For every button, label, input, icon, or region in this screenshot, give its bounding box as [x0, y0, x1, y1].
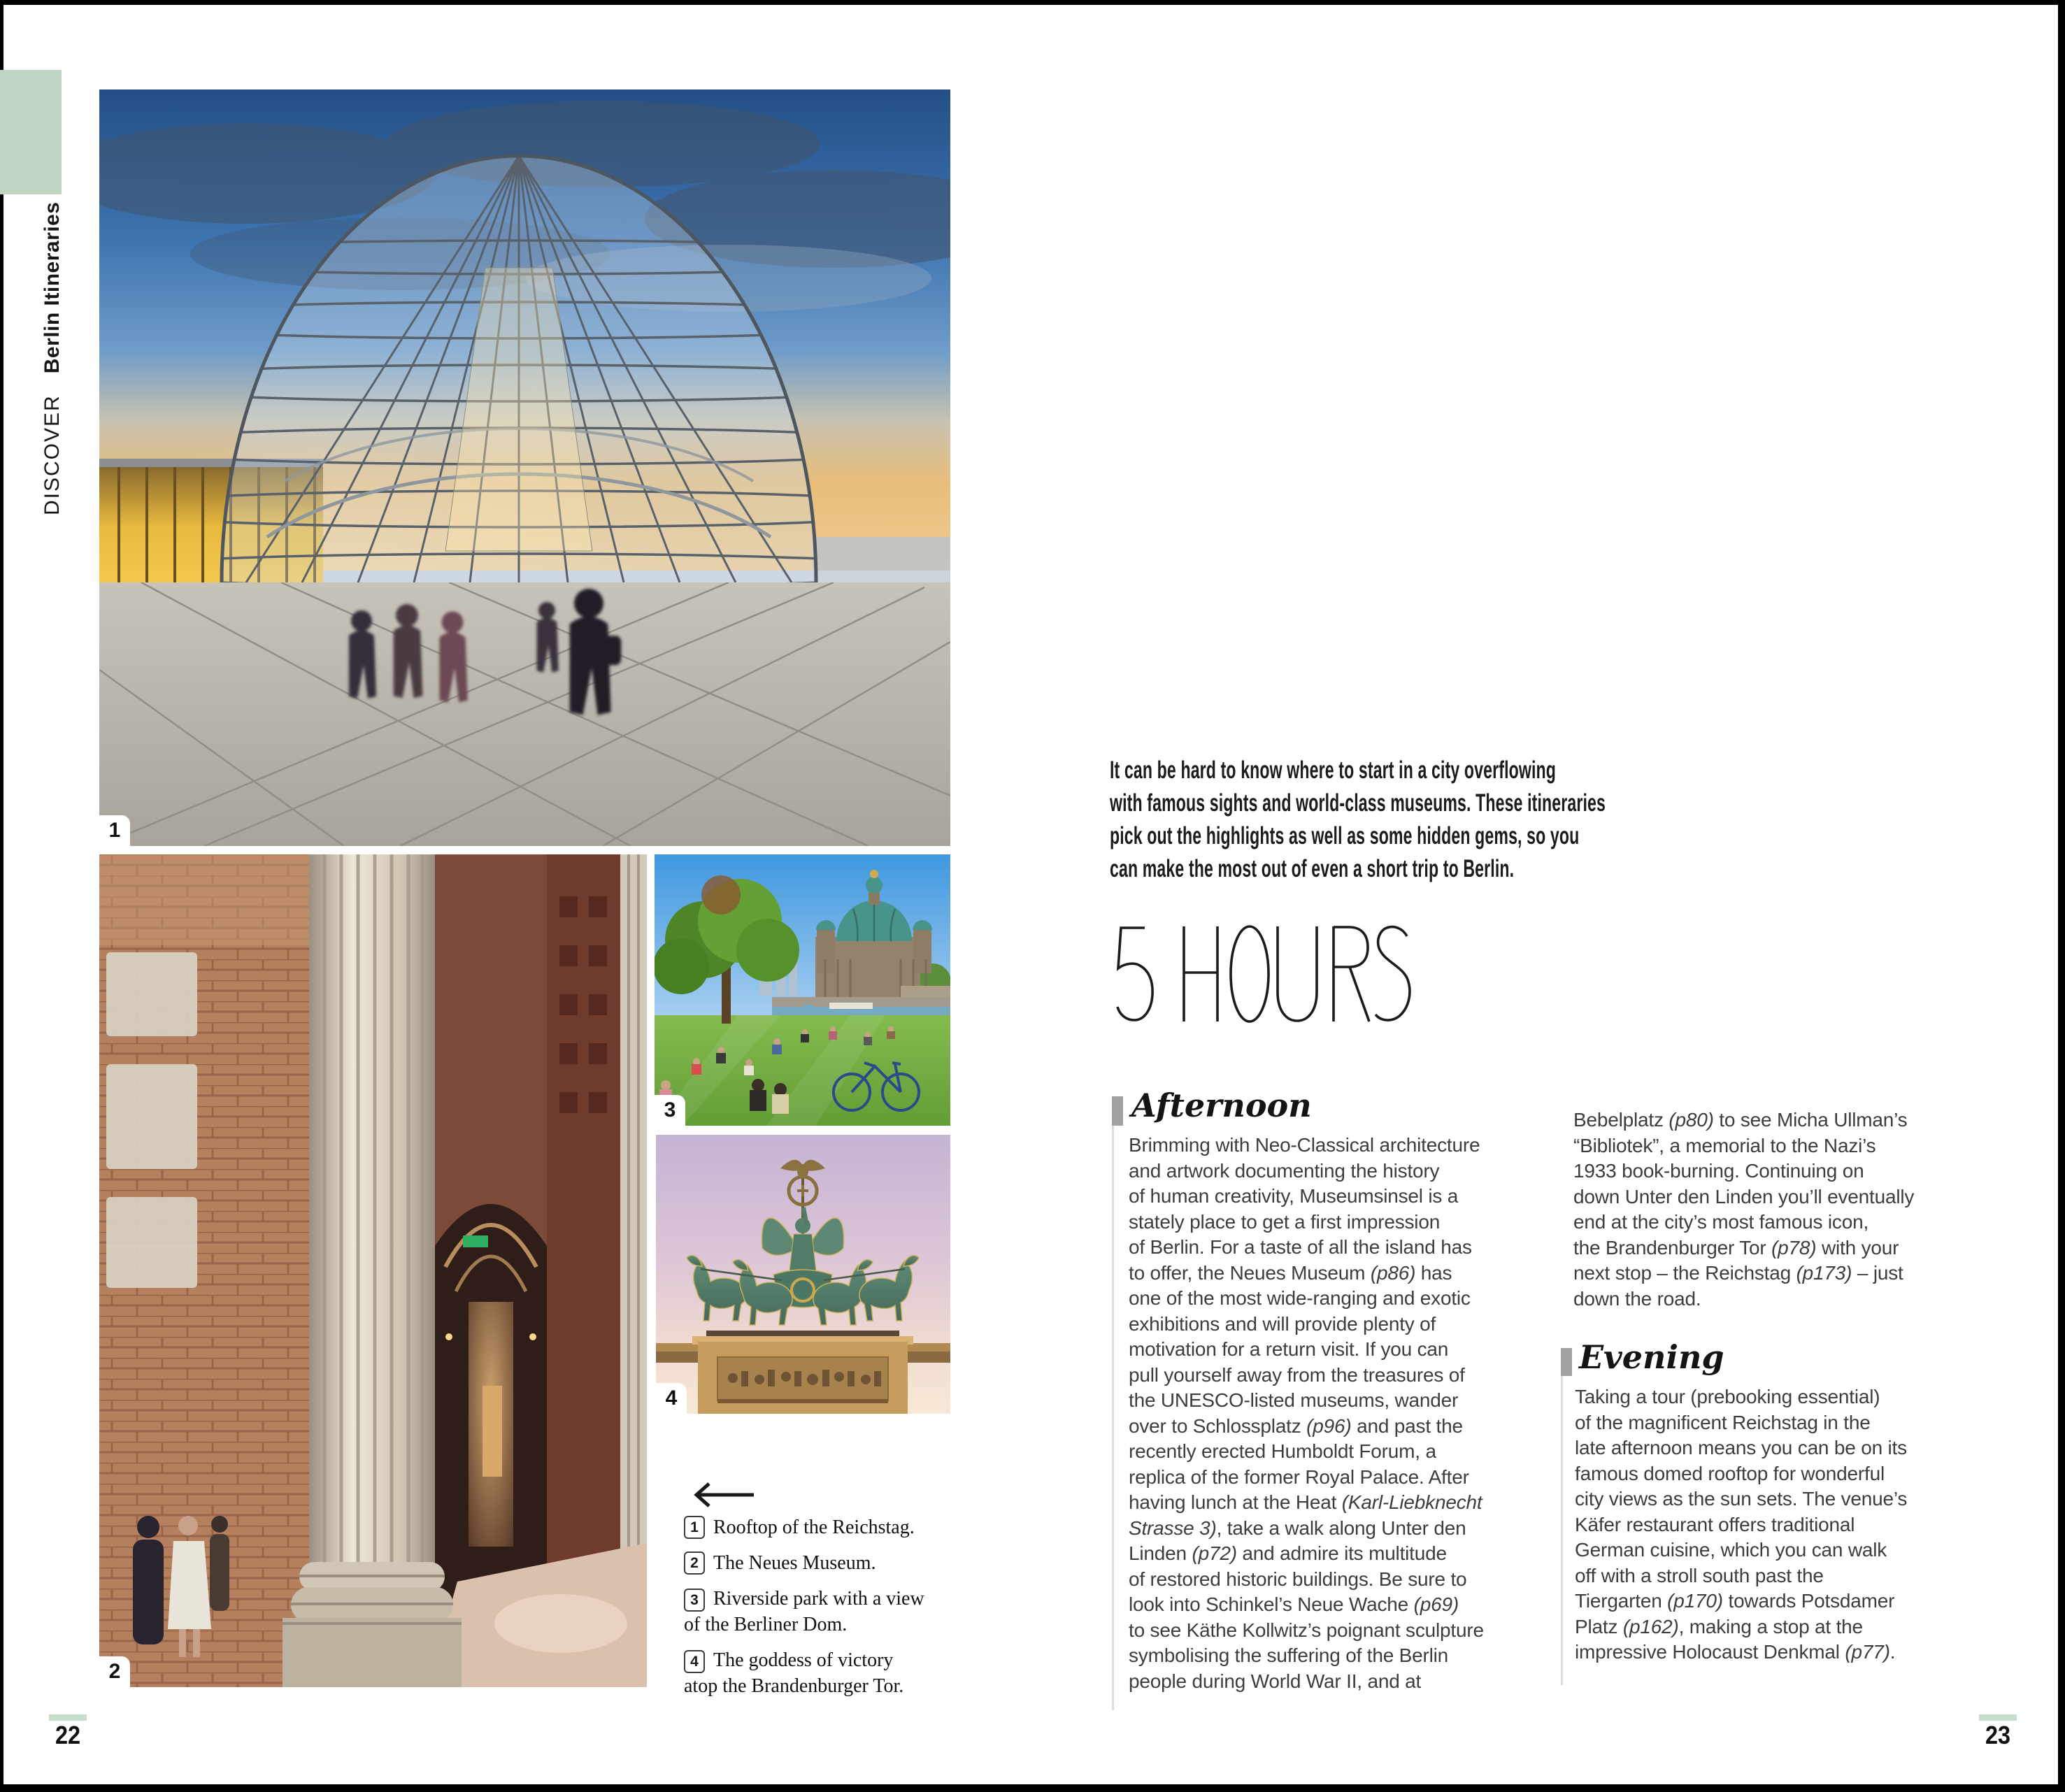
folio-accent-bar: [49, 1714, 87, 1721]
photo-number: 4: [665, 1386, 678, 1410]
caption-number-box: 2: [684, 1551, 705, 1575]
photo-neues-museum: [99, 854, 647, 1687]
caption-text: Riverside park with a view of the Berliner Dom.: [684, 1588, 924, 1635]
afternoon-column-rule: [1112, 1096, 1114, 1710]
sidebar-eyebrow: DISCOVER: [41, 394, 64, 515]
left-arrow-icon: [691, 1479, 758, 1510]
evening-heading: Evening: [1579, 1338, 1724, 1376]
sidebar-title: Berlin Itineraries: [41, 201, 64, 374]
photo-number-badge: [655, 1095, 685, 1126]
photo-riverside-park: [655, 854, 950, 1126]
evening-heading-bar: [1561, 1348, 1572, 1376]
caption-item: [684, 1550, 1006, 1576]
headline-5-hours: [1115, 925, 1423, 1024]
caption-item: [684, 1514, 1006, 1540]
riverside-park-illustration: [655, 854, 950, 1126]
photo-number: 1: [108, 819, 121, 842]
caption-item: [684, 1586, 1006, 1637]
photo-number-badge: [656, 1383, 687, 1414]
reichstag-dome-illustration: [99, 89, 950, 846]
evening-column-rule: [1561, 1348, 1563, 1685]
sidebar-section-label: [41, 202, 64, 515]
afternoon-heading: Afternoon: [1131, 1087, 1312, 1124]
photo-number-badge: [99, 1656, 130, 1687]
caption-text: The goddess of victory atop the Brandenburger Tor.: [684, 1649, 904, 1697]
evening-body: Taking a tour (prebooking essential) of the magnificent Reichstag in the late afternoon means you can be on its famous domed rooftop for wonderful city views as the sun sets. The venue’s Käfer restaurant offers traditional German cuisine, which you can walk off with a stroll south past the Tiergarten (p170) towards Potsdamer Platz (p162), making a stop at the impressive Holocaust Denkmal (p77).: [1575, 1386, 1908, 1663]
exit-sign: [463, 1235, 488, 1247]
column-base: [283, 1562, 462, 1687]
photo-caption-list: [684, 1514, 1006, 1709]
photo-number-badge: [99, 815, 130, 846]
afternoon-body: Brimming with Neo-Classical architecture and artwork documenting the history of human creativity, Museumsinsel is a stately place to get a first impression of Berlin. For a taste of all the island has to offer, the Neues Museum (p86) has one of the most wide-ranging and exotic exhibitions and will provide plenty of motivation for a return visit. If you can pull yourself away from the treasures of the UNESCO-listed museums, wander over to Schlossplatz (p96) and past the recently erected Humboldt Forum, a replica of the former Royal Palace. After having lunch at the Heat (Karl-Liebknecht Strasse 3), take a walk along Unter den Linden (p72) and admire its multitude of restored historic buildings. Be sure to look into Schinkel’s Neue Wache (p69) to see Käthe Kollwitz’s poignant sculpture symbolising the suffering of the Berlin people during World War II, and at: [1129, 1134, 1484, 1692]
afternoon-heading-bar: [1112, 1096, 1123, 1126]
photo-number: 3: [664, 1098, 676, 1121]
neues-museum-illustration: [99, 854, 647, 1687]
continuation-body: Bebelplatz (p80) to see Micha Ullman’s “Bibliotek”, a memorial to the Nazi’s 1933 book-burning. Continuing on down Unter den Linden you’ll eventually end at the city’s most famous icon, the Brandenburger Tor (p78) with your next stop – the Reichstag (p173) – just down the road.: [1573, 1109, 1915, 1310]
quadriga-illustration: [656, 1135, 950, 1414]
photo-reichstag-dome: [99, 89, 950, 846]
caption-text: The Neues Museum.: [713, 1552, 876, 1574]
folio-accent-bar: [1979, 1714, 2017, 1721]
page-number-left: 22: [55, 1721, 81, 1749]
photo-brandenburg-quadriga: [656, 1135, 950, 1414]
caption-number-box: 4: [684, 1650, 705, 1673]
section-color-tab: [0, 70, 62, 194]
caption-number-box: 1: [684, 1516, 705, 1539]
intro-paragraph: It can be hard to know where to start in a city overflowing with famous sights and world-class museums. These itineraries pick out the highlights as well as some hidden gems, so you can make the most out of even a short trip to Berlin.: [1110, 757, 1606, 882]
page-number-right: 23: [1985, 1721, 2011, 1749]
caption-text: Rooftop of the Reichstag.: [713, 1517, 915, 1538]
caption-item: [684, 1647, 1006, 1699]
caption-number-box: 3: [684, 1589, 705, 1612]
photo-number: 2: [108, 1660, 121, 1683]
